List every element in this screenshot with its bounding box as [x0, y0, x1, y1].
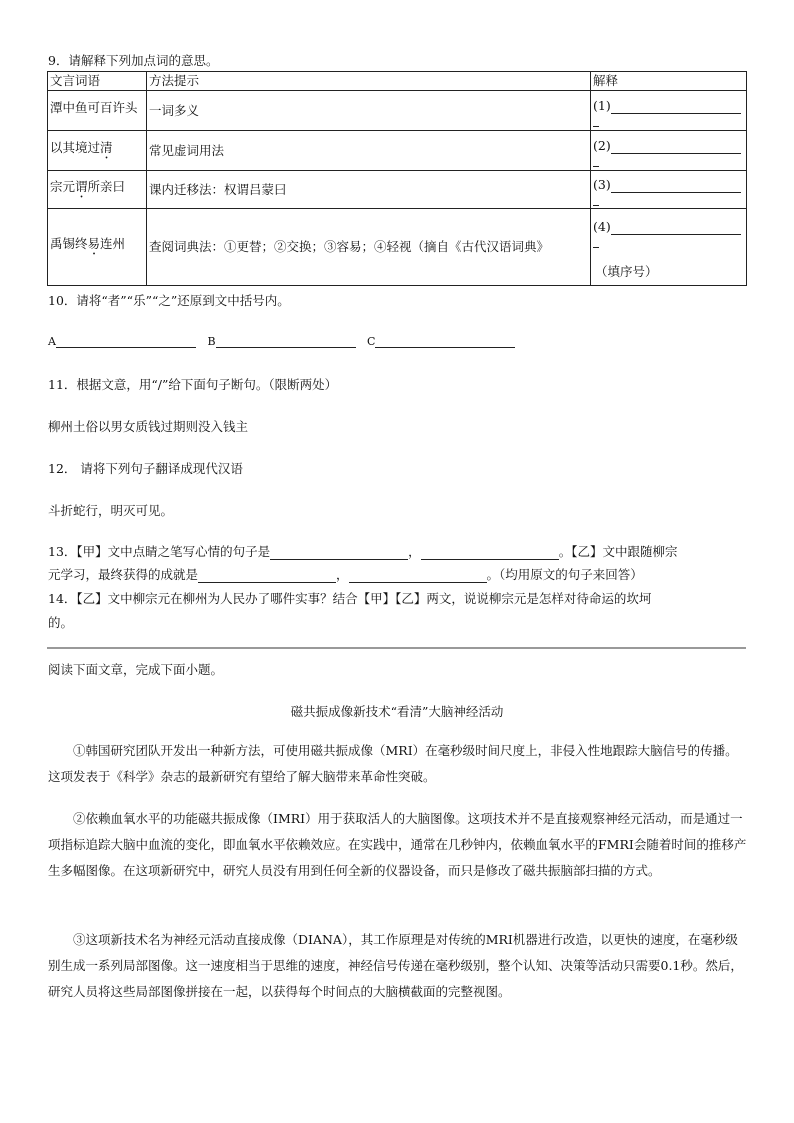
- header-cell: 方法提示: [147, 72, 591, 91]
- word-text: 头: [125, 99, 138, 115]
- table-row: [48, 91, 747, 131]
- table-row: [48, 171, 747, 209]
- header-cell: 文言词语: [48, 72, 147, 91]
- q11-sentence: 柳州土俗以男女质钱过期则没入钱主: [48, 419, 249, 434]
- q11-title: 11．根据文意，用“/”给下面句子断句。（限断两处）: [48, 377, 338, 392]
- q10-title: 10．请将“者”“乐”“之”还原到文中括号内。: [48, 293, 290, 308]
- answer-cell[interactable]: [591, 209, 747, 286]
- q13-line2: [48, 565, 643, 583]
- q13-comma: ，: [408, 544, 421, 559]
- answer-cell[interactable]: [591, 91, 747, 131]
- blank-c[interactable]: [375, 334, 515, 348]
- q13-blank-1[interactable]: [270, 546, 408, 560]
- q12-sentence: 斗折蛇行，明灭可见。: [48, 503, 174, 518]
- table-row: [48, 209, 747, 286]
- word-text: 宗元: [50, 178, 76, 194]
- word-text: 潭中鱼可百许: [50, 99, 126, 115]
- word-cell: [48, 131, 147, 171]
- answer-cell[interactable]: [591, 131, 747, 171]
- hint-cell: 常见虚词用法: [147, 131, 591, 171]
- q10-answers: [48, 334, 515, 348]
- hint-cell: 课内迁移法：权谓吕蒙曰: [147, 171, 591, 209]
- answer-number: (2): [593, 138, 611, 153]
- header-cell: 解释: [591, 72, 747, 91]
- blank-a[interactable]: [56, 334, 196, 348]
- table-row: [48, 131, 747, 171]
- dotted-char: 清: [100, 139, 113, 155]
- q13-blank-2[interactable]: [421, 546, 559, 560]
- answer-blank-tail: [593, 193, 599, 206]
- fill-number-note: （填序号）: [595, 263, 658, 279]
- blank-b[interactable]: [216, 334, 356, 348]
- q13-text: 13．【甲】文中点睛之笔写心情的句子是: [48, 544, 271, 559]
- q14-line2: 的。: [48, 615, 74, 630]
- article-paragraph-3: ③这项新技术名为神经元活动直接成像（DIANA），其工作原理是对传统的MRI机器进行改造，以更快的速度，在毫秒级别生成一系列局部图像。这一速度相当于思维的速度，神经信号传递在毫秒级别，整个认知、决策等活动只需要0.1秒。然后，研究人员将这些局部图像拼接在一起，以获得每个时间点的大脑横截面的完整视图。: [48, 932, 743, 999]
- answer-blank-tail: [593, 114, 599, 127]
- dotted-char: 易: [87, 236, 101, 251]
- word-cell: [48, 171, 147, 209]
- article-paragraph-2: ②依赖血氧水平的功能磁共振成像（IMRI）用于获取活人的大脑图像。这项技术并不是直接观察神经元活动，而是通过一项指标追踪大脑中血流的变化，即血氧水平依赖效应。在实践中，通常在几秒钟内，依赖血氧水平的FMRI会随着时间的推移产生多幅图像。在这项新研究中，研究人员没有用到任何全新的仪器设备，而只是修改了磁共振脑部扫描的方式。: [48, 811, 747, 878]
- table-header-row: [48, 72, 747, 91]
- hint-cell: 一词多义: [147, 91, 591, 131]
- hint-cell: 查阅词典法：①更替；②交换；③容易；④轻视（摘自《古代汉语词典》: [147, 209, 591, 286]
- answer-blank-tail: [593, 235, 599, 248]
- q13-text: 元学习，最终获得的成就是: [48, 567, 199, 582]
- answer-blank-tail: [593, 154, 599, 167]
- answer-number: (1): [593, 98, 611, 113]
- word-text: 所亲曰: [87, 178, 126, 194]
- word-cell: [48, 209, 147, 286]
- q13-line1: [48, 542, 677, 560]
- q13-blank-4[interactable]: [349, 569, 487, 583]
- word-text: 以其境过: [50, 139, 101, 155]
- q13-text: 。【乙】文中跟随柳宗: [558, 544, 678, 559]
- reading-intro: 阅读下面文章，完成下面小题。: [48, 662, 224, 677]
- q9-title: 9．请解释下列加点词的意思。: [48, 53, 219, 68]
- q14-line1: 14．【乙】文中柳宗元在柳州为人民办了哪件实事？结合【甲】【乙】两文，说说柳宗元是怎样对待命运的坎坷: [48, 591, 652, 606]
- dotted-char: 谓: [75, 178, 88, 194]
- q13-blank-3[interactable]: [198, 569, 336, 583]
- answer-blank[interactable]: [611, 181, 741, 193]
- section-divider: [47, 647, 746, 649]
- q9-table: [47, 71, 747, 286]
- article-title: 磁共振成像新技术“看清”大脑神经活动: [290, 704, 504, 719]
- article-paragraph-1: ①韩国研究团队开发出一种新方法，可使用磁共振成像（MRI）在毫秒级时间尺度上，非侵入性地跟踪大脑信号的传播。这项发表于《科学》杂志的最新研究有望给了解大脑带来革命性突破。: [48, 743, 738, 784]
- word-text: 连州: [100, 236, 126, 251]
- answer-blank[interactable]: [611, 142, 741, 154]
- blank-label-a: A: [48, 335, 56, 348]
- q12-title: 12． 请将下列句子翻译成现代汉语: [48, 461, 243, 476]
- q13-comma: ，: [336, 567, 349, 582]
- answer-number: (3): [593, 177, 611, 192]
- word-text: 禹锡终: [50, 236, 88, 251]
- answer-cell[interactable]: [591, 171, 747, 209]
- blank-label-c: C: [367, 335, 376, 348]
- answer-number: (4): [593, 218, 611, 234]
- word-cell: [48, 91, 147, 131]
- blank-label-b: B: [207, 335, 216, 348]
- answer-blank[interactable]: [611, 102, 741, 114]
- answer-blank[interactable]: [611, 223, 741, 235]
- q13-text: 。（均用原文的句子来回答）: [486, 567, 643, 582]
